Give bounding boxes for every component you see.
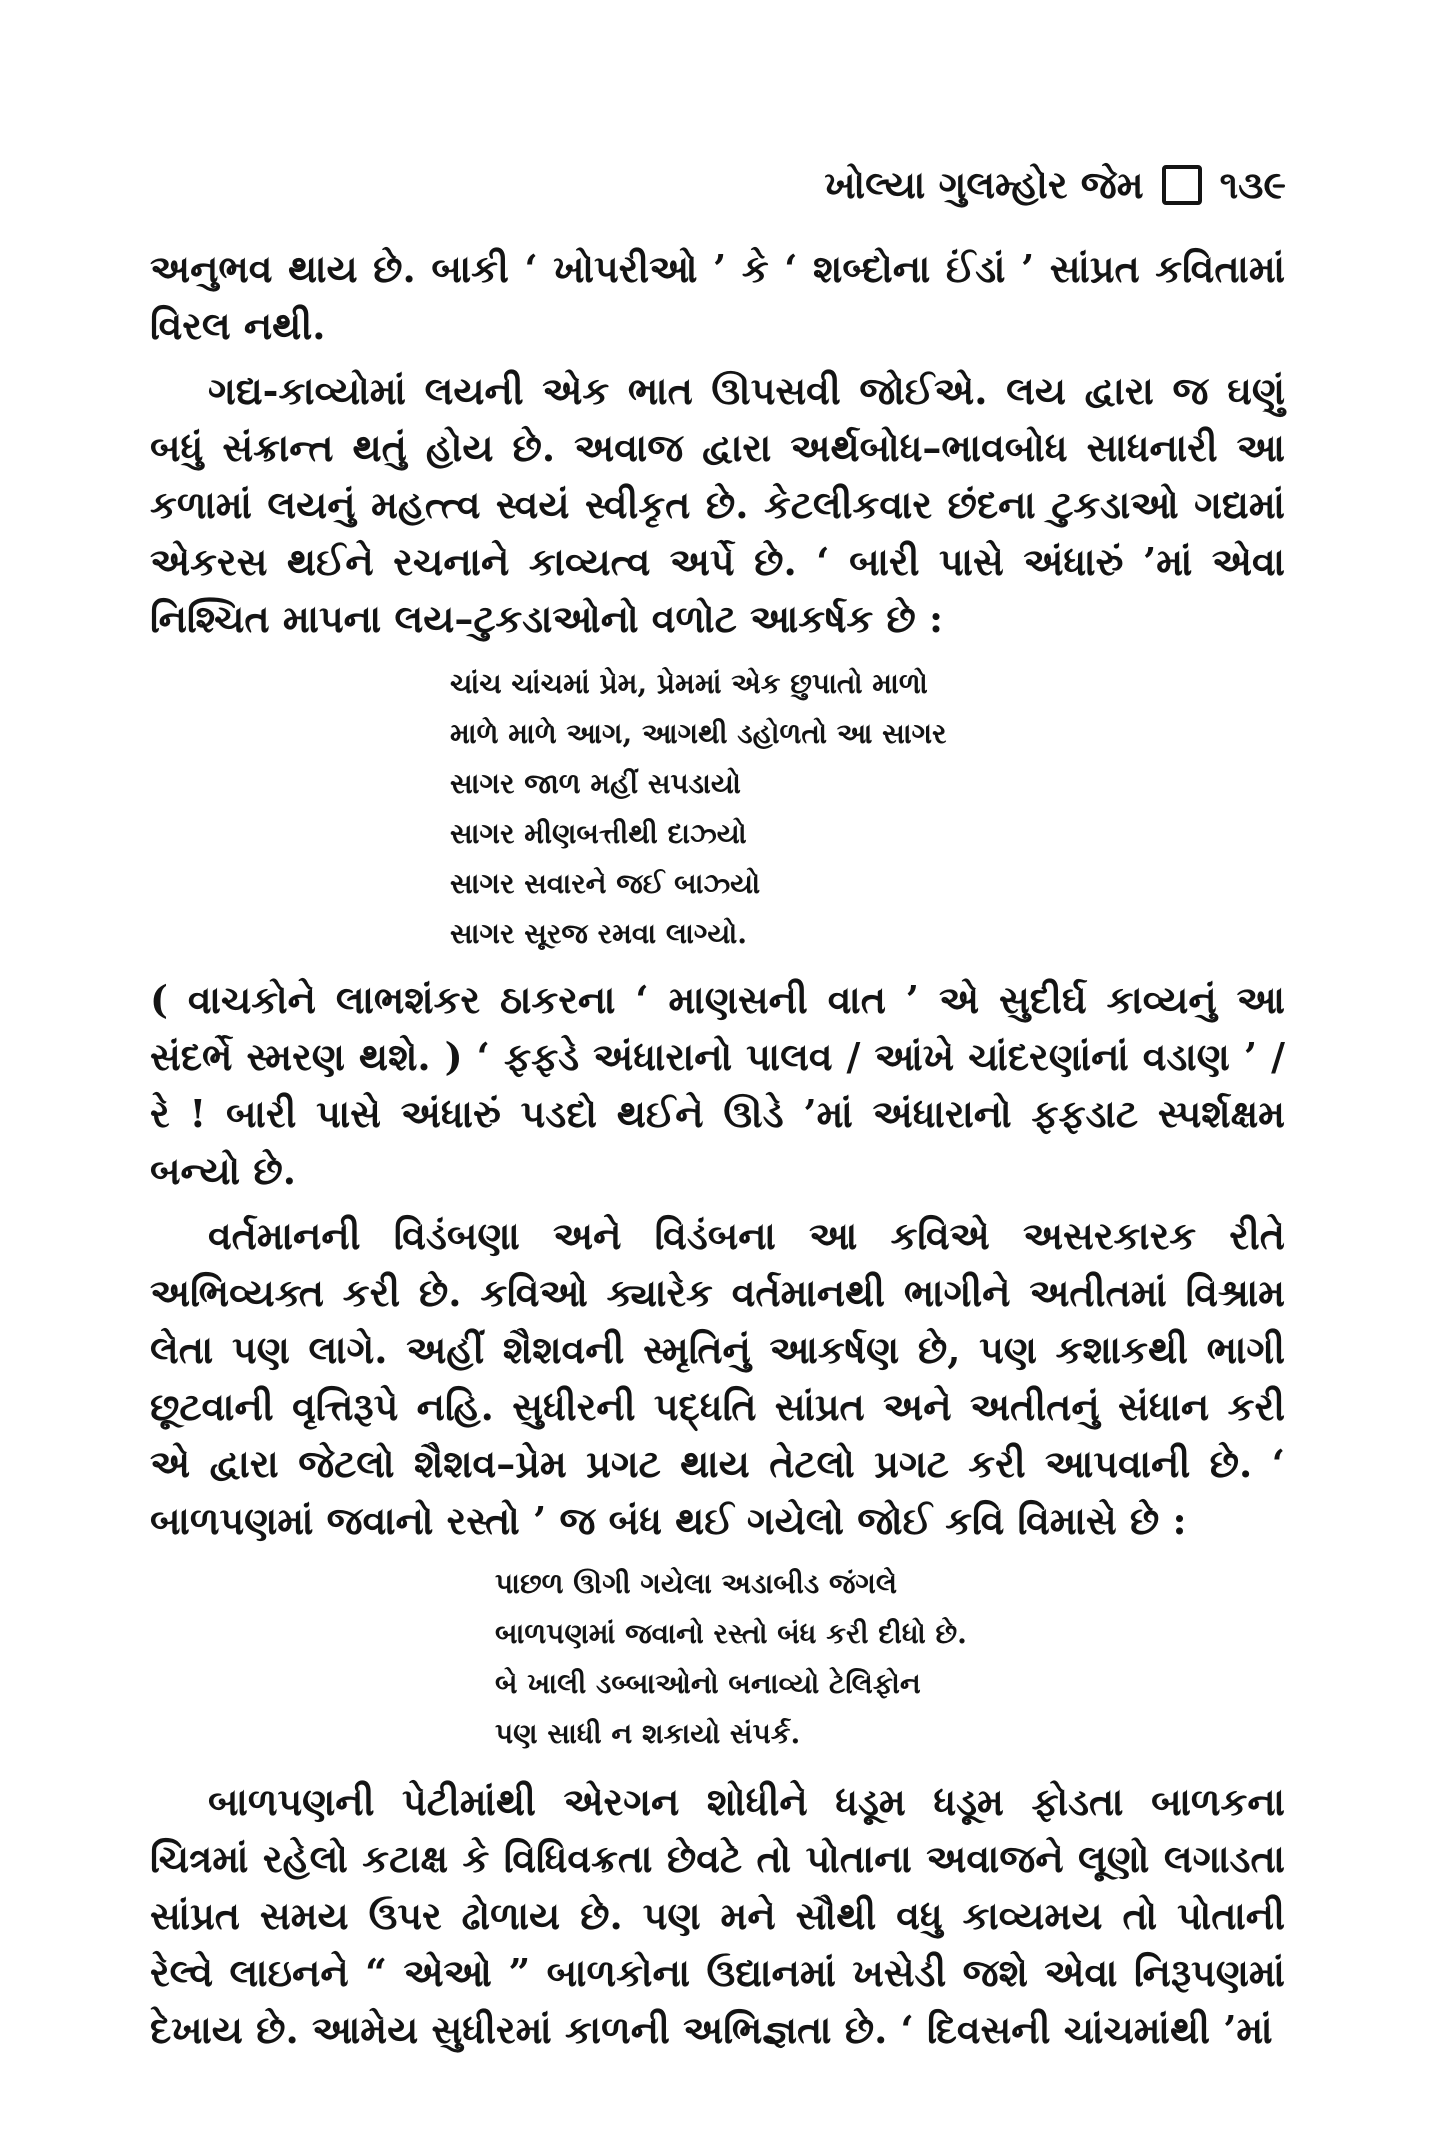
header-square-ornament (1162, 165, 1202, 205)
running-header-title: ખોલ્યા ગુલમ્હોર જેમ (824, 162, 1144, 207)
page-body (150, 240, 1285, 2058)
verse-line: સાગર સૂરજ રમવા લાગ્યો. (450, 917, 748, 950)
verse-line: માળે માળે આગ, આગથી ડહોળતો આ સાગર (450, 717, 947, 750)
verse-line: સાગર જાળ મહીં સપડાયો (450, 767, 741, 800)
verse-line: સાગર સવારને જઈ બાઝ્યો (450, 867, 761, 900)
running-header (824, 162, 1286, 208)
paragraph-3: ( વાચકોને લાભશંકર ઠાકરના ‘ માણસની વાત ’ એ સુદીર્ઘ કાવ્યનું આ સંદર્ભે સ્મરણ થશે. ) ‘ ફફડે અંધારાનો પાલવ / આંખે ચાંદરણાંનાં વડાણ ’ / રે ! બારી પાસે અંધારું પડદો થઈને ઊડે ’માં અંધારાનો ફફડાટ સ્પર્શક્ષમ બન્યો છે. (150, 977, 1285, 1193)
verse-line: સાગર મીણબત્તીથી દાઝ્યો (450, 817, 747, 850)
verse-line: ચાંચ ચાંચમાં પ્રેમ, પ્રેમમાં એક છુપાતો માળો (450, 667, 928, 700)
verse-line: બે ખાલી ડબ્બાઓનો બનાવ્યો ટેલિફોન (495, 1667, 921, 1700)
verse-line: પણ સાધી ન શકાયો સંપર્ક. (495, 1717, 801, 1750)
verse-line: બાળપણમાં જવાનો રસ્તો બંધ કરી દીધો છે. (495, 1617, 967, 1650)
verse-block-2 (150, 1559, 1285, 1759)
page-number: ૧૩૯ (1219, 162, 1286, 207)
paragraph-1: અનુભવ થાય છે. બાકી ‘ ખોપરીઓ ’ કે ‘ શબ્દોના ઈંડાં ’ સાંપ્રત કવિતામાં વિરલ નથી. (150, 246, 1285, 348)
verse-block-1 (150, 659, 1285, 959)
paragraph-5: બાળપણની પેટીમાંથી એરગન શોધીને ધડૂમ ધડૂમ ફોડતા બાળકના ચિત્રમાં રહેલો કટાક્ષ કે વિધિવક્રતા છેવટે તો પોતાના અવાજને લૂણો લગાડતા સાંપ્રત સમય ઉપર ઢોળાય છે. પણ મને સૌથી વધુ કાવ્યમય તો પોતાની રેલ્વે લાઇનને “ એઓ ” બાળકોના ઉદ્યાનમાં ખસેડી જશે એવા નિરૂપણમાં દેખાય છે. આમેય સુધીરમાં કાળની અભિજ્ઞતા છે. ‘ દિવસની ચાંચમાંથી ’માં (150, 1779, 1285, 2052)
paragraph-4: વર્તમાનની વિડંબણા અને વિડંબના આ કવિએ અસરકારક રીતે અભિવ્યક્ત કરી છે. કવિઓ ક્યારેક વર્તમાનથી ભાગીને અતીતમાં વિશ્રામ લેતા પણ લાગે. અહીં શૈશવની સ્મૃતિનું આકર્ષણ છે, પણ કશાકથી ભાગી છૂટવાની વૃત્તિરૂપે નહિ. સુધીરની પદ્ધતિ સાંપ્રત અને અતીતનું સંધાન કરી એ દ્વારા જેટલો શૈશવ–પ્રેમ પ્રગટ થાય તેટલો પ્રગટ કરી આપવાની છે. ‘ બાળપણમાં જવાનો રસ્તો ’ જ બંધ થઈ ગયેલો જોઈ કવિ વિમાસે છે : (150, 1213, 1285, 1543)
paragraph-2: ગદ્ય-કાવ્યોમાં લયની એક ભાત ઊપસવી જોઈએ. લય દ્વારા જ ઘણું બધું સંક્રાન્ત થતું હોય છે. અવાજ દ્વારા અર્થબોધ–ભાવબોધ સાધનારી આ કળામાં લયનું મહત્ત્વ સ્વયં સ્વીકૃત છે. કેટલીકવાર છંદના ટુકડાઓ ગદ્યમાં એકરસ થઈને રચનાને કાવ્યત્વ અર્પે છે. ‘ બારી પાસે અંધારું ’માં એવા નિશ્ચિત માપના લય–ટુકડાઓનો વળોટ આકર્ષક છે : (150, 368, 1285, 641)
verse-line: પાછળ ઊગી ગયેલા અડાબીડ જંગલે (495, 1567, 898, 1600)
